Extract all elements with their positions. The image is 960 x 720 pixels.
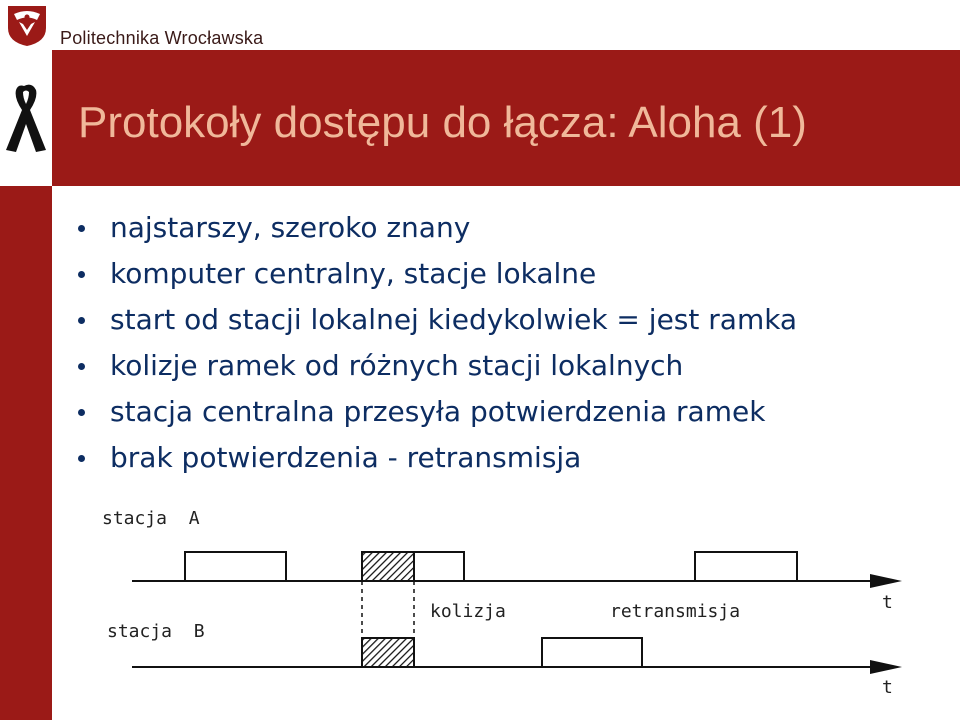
bullet-item: najstarszy, szeroko znany [78, 205, 797, 251]
frame-b-collision [362, 638, 414, 667]
bullet-item: start od stacji lokalnej kiedykolwiek = jest ramka [78, 297, 797, 343]
time-axis-label-b: t [882, 677, 893, 698]
slide-title: Protokoły dostępu do łącza: Aloha (1) [78, 98, 807, 147]
bullet-item: stacja centralna przesyła potwierdzenia ramek [78, 389, 797, 435]
university-crest-icon [4, 2, 50, 48]
station-b-label: stacja B [107, 621, 205, 642]
frame-b-retransmission [542, 638, 642, 667]
aloha-timing-diagram [52, 490, 960, 720]
mourning-ribbon-icon [2, 80, 50, 160]
bullet-item: brak potwierdzenia - retransmisja [78, 435, 797, 481]
time-arrow-b-icon [870, 660, 902, 674]
bullet-item: komputer centralny, stacje lokalne [78, 251, 797, 297]
station-a-label: stacja A [102, 508, 200, 529]
header-bar [0, 0, 960, 50]
bullet-item: kolizje ramek od różnych stacji lokalnych [78, 343, 797, 389]
frame-a-2 [414, 552, 464, 581]
bullet-list [78, 205, 797, 481]
frame-a-1 [185, 552, 286, 581]
time-axis-label-a: t [882, 592, 893, 613]
collision-label: kolizja [430, 601, 506, 622]
retransmission-label: retransmisja [610, 601, 741, 622]
frame-a-3 [695, 552, 797, 581]
time-arrow-a-icon [870, 574, 902, 588]
institution-name: Politechnika Wrocławska [60, 28, 264, 48]
frame-a-collision [362, 552, 414, 581]
